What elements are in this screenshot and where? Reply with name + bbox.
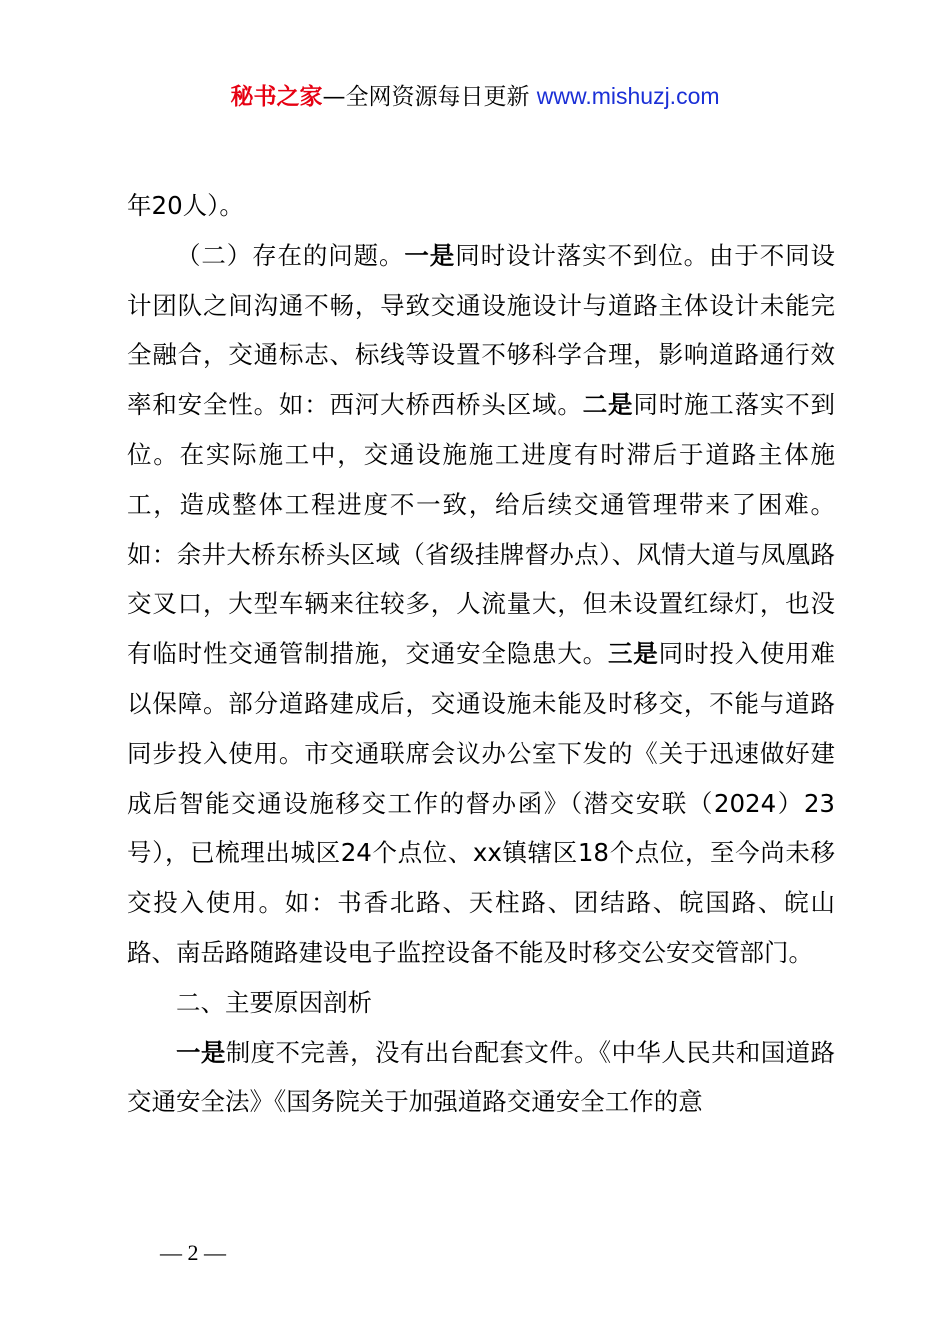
cause-1-marker: 一是	[176, 1037, 226, 1067]
cause-1-text: 制度不完善，没有出台配套文件。《中华人民共和国道路交通安全法》《国务院关于加强道路交通安全工作的意	[127, 1037, 835, 1117]
paragraph-problems	[127, 231, 835, 978]
problem-2-marker: 二是	[582, 390, 634, 420]
section-heading: 二、主要原因剖析	[176, 987, 372, 1017]
page-number: — 2 —	[160, 1240, 226, 1265]
problems-heading: （二）存在的问题。	[176, 240, 405, 270]
problem-1-text: 同时设计落实不到位。由于不同设计团队之间沟通不畅，导致交通设施设计与道路主体设计未能完全融合，交通标志、标线等设置不够科学合理，影响道路通行效率和安全性。如：西河大桥西桥头区域。	[127, 240, 836, 420]
site-brand: 秘书之家	[230, 84, 323, 110]
problem-1-marker: 一是	[404, 240, 456, 270]
problem-2-text: 同时施工落实不到位。在实际施工中，交通设施施工进度有时滞后于道路主体施工，造成整体工程进度不一致，给后续交通管理带来了困难。如：余井大桥东桥头区域（省级挂牌督办点）、风情大道与凤凰路交叉口，大型车辆来往较多，人流量大，但未设置红绿灯，也没有临时性交通管制措施，交通安全隐患大。	[127, 390, 836, 669]
paragraph-causes	[127, 1028, 835, 1128]
paragraph-continuation: 年20人）。	[127, 191, 244, 220]
site-url[interactable]: www.mishuzj.com	[536, 83, 720, 109]
document-body	[127, 181, 835, 1127]
site-header	[0, 80, 950, 113]
site-tagline: —全网资源每日更新	[322, 84, 537, 110]
problem-3-text: 同时投入使用难以保障。部分道路建成后，交通设施未能及时移交，不能与道路同步投入使用。市交通联席会议办公室下发的《关于迅速做好建成后智能交通设施移交工作的督办函》（潜交安联（2024）23号），已梳理出城区24个点位、xx镇辖区18个点位，至今尚未移交投入使用。如：书香北路、天柱路、团结路、皖国路、皖山路、南岳路随路建设电子监控设备不能及时移交公安交管部门。	[127, 639, 836, 967]
problem-3-marker: 三是	[607, 639, 659, 669]
